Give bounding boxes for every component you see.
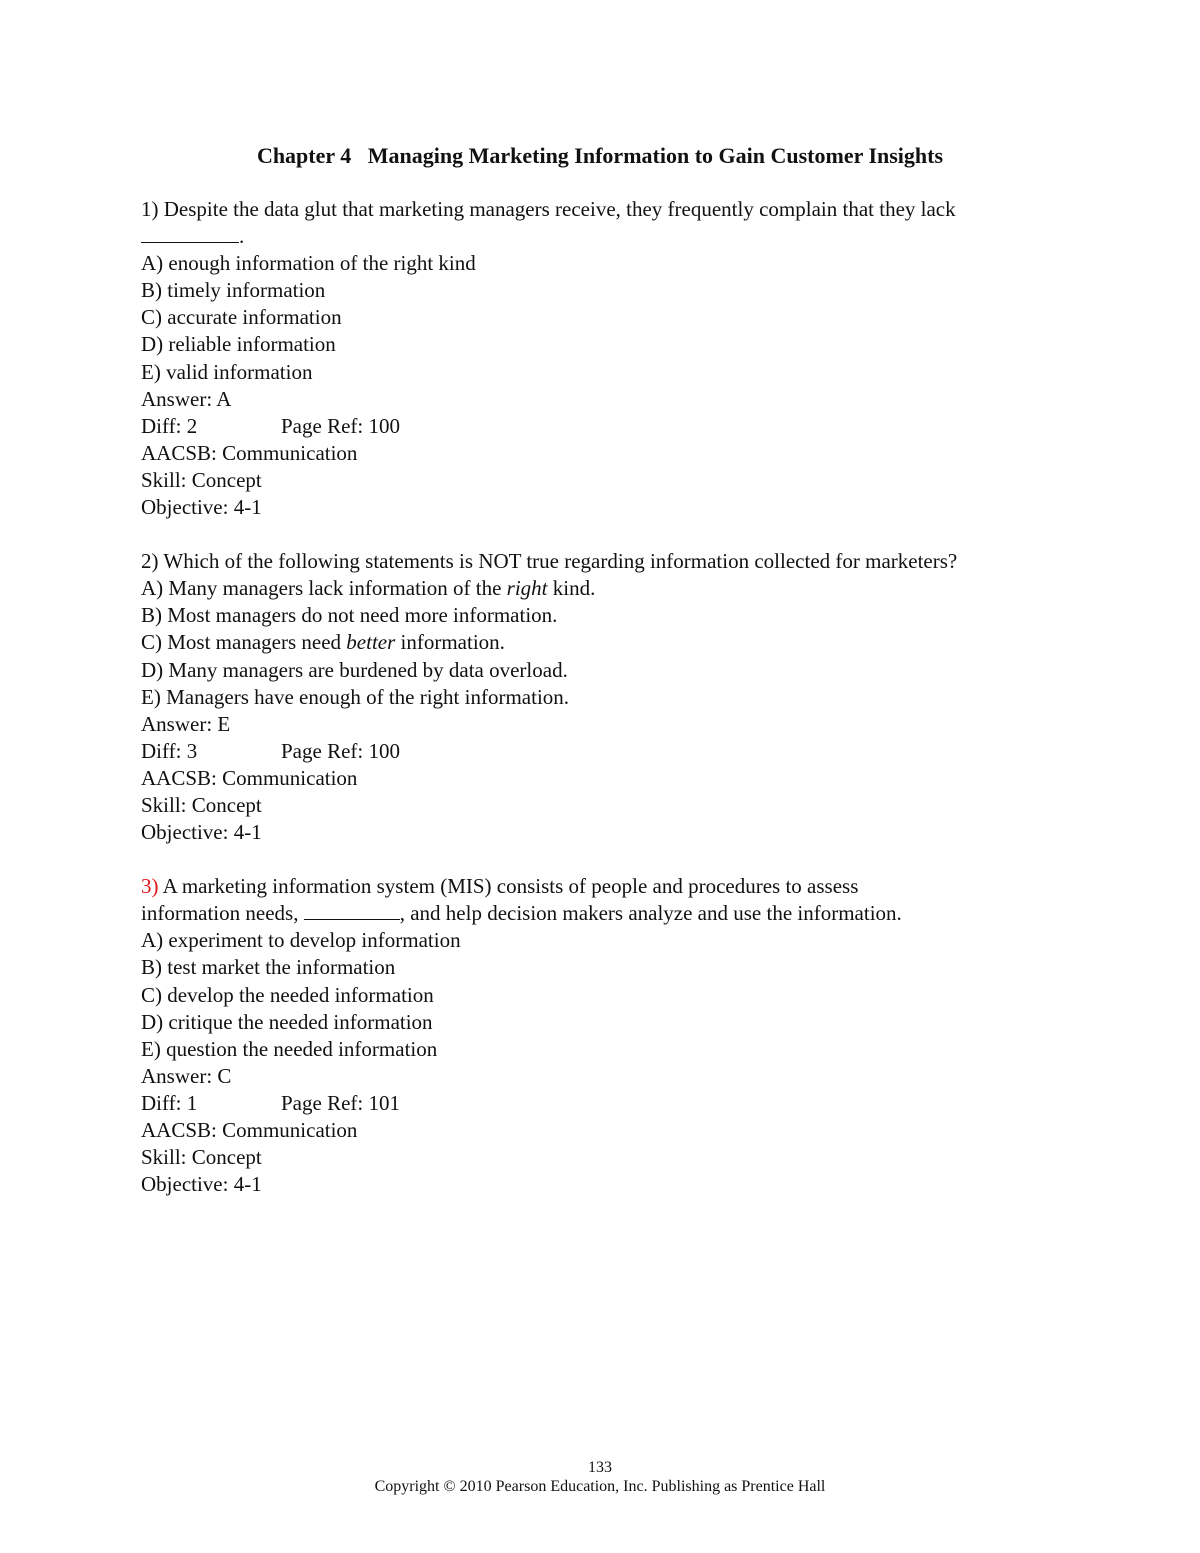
question-stem-text-3: , and help decision makers analyze and use the information. — [399, 901, 902, 926]
option-a-emphasis: right — [506, 576, 548, 601]
objective: Objective: 4-1 — [141, 820, 262, 845]
answer: Answer: E — [141, 711, 231, 736]
copyright-notice: Copyright © 2010 Pearson Education, Inc. Publishing as Prentice Hall — [374, 1478, 826, 1495]
option-b: B) Most managers do not need more information. — [141, 603, 558, 628]
difficulty-row — [141, 413, 1057, 440]
difficulty: Diff: 3 — [141, 738, 198, 763]
option-a — [141, 575, 1057, 602]
aacsb: AACSB: Communication — [141, 1118, 358, 1142]
option-c-text: C) Most managers need — [141, 630, 347, 655]
option-e: E) question the needed information — [141, 1036, 438, 1061]
question-stem — [141, 873, 1057, 900]
answer-blank — [304, 901, 400, 920]
question-number: 1) — [141, 197, 159, 221]
page-ref: Page Ref: 101 — [281, 1090, 400, 1115]
objective: Objective: 4-1 — [141, 1172, 262, 1197]
aacsb: AACSB: Communication — [141, 765, 358, 790]
question-number: 3) — [141, 874, 159, 899]
question-3 — [141, 873, 1057, 1198]
difficulty-row — [141, 1090, 1057, 1117]
question-stem-text-2: information needs, — [141, 901, 304, 926]
question-stem-continued — [141, 223, 1057, 250]
option-d: D) critique the needed information — [141, 1009, 433, 1034]
option-a: A) enough information of the right kind — [141, 251, 476, 276]
option-c-text-end: information. — [395, 630, 505, 655]
option-a-text: A) Many managers lack information of the — [141, 576, 507, 601]
question-stem — [141, 196, 1057, 223]
question-stem-continued — [141, 900, 1057, 927]
option-b: B) test market the information — [141, 955, 396, 980]
chapter-title: Chapter 4 Managing Marketing Information to Gain Customer Insights — [256, 143, 944, 168]
question-number: 2) — [141, 549, 159, 574]
option-b: B) timely information — [141, 278, 326, 303]
option-d: D) reliable information — [141, 332, 336, 357]
question-stem-end: . — [239, 224, 245, 249]
question-stem-text: A marketing information system (MIS) consists of people and procedures to assess — [162, 874, 859, 899]
option-d: D) Many managers are burdened by data overload. — [141, 657, 568, 682]
difficulty: Diff: 1 — [141, 1090, 198, 1115]
difficulty-row — [141, 738, 1057, 765]
option-c: C) accurate information — [141, 305, 342, 330]
option-e: E) Managers have enough of the right information. — [141, 684, 570, 709]
question-stem-text: Which of the following statements is NOT true regarding information collected for marketers? — [163, 549, 958, 574]
option-a: A) experiment to develop information — [141, 928, 461, 953]
answer-blank — [141, 224, 239, 243]
skill: Skill: Concept — [141, 1145, 262, 1170]
difficulty: Diff: 2 — [141, 413, 198, 438]
question-2 — [141, 548, 1057, 846]
objective: Objective: 4-1 — [141, 495, 262, 520]
skill: Skill: Concept — [141, 792, 262, 817]
skill: Skill: Concept — [141, 467, 262, 492]
page-number: 133 — [588, 1459, 612, 1476]
option-e: E) valid information — [141, 359, 313, 384]
page-ref: Page Ref: 100 — [281, 413, 400, 438]
answer: Answer: A — [141, 386, 232, 411]
question-stem-text: Despite the data glut that marketing managers receive, they frequently complain that they lack — [163, 197, 956, 221]
option-c — [141, 629, 1057, 656]
option-a-text-end: kind. — [547, 576, 596, 601]
option-c-emphasis: better — [346, 630, 396, 655]
aacsb: AACSB: Communication — [141, 440, 358, 465]
page-ref: Page Ref: 100 — [281, 738, 400, 763]
answer: Answer: C — [141, 1063, 232, 1088]
question-1 — [141, 196, 1057, 521]
question-list — [141, 196, 1057, 1225]
question-stem — [141, 548, 1057, 575]
option-c: C) develop the needed information — [141, 982, 434, 1007]
